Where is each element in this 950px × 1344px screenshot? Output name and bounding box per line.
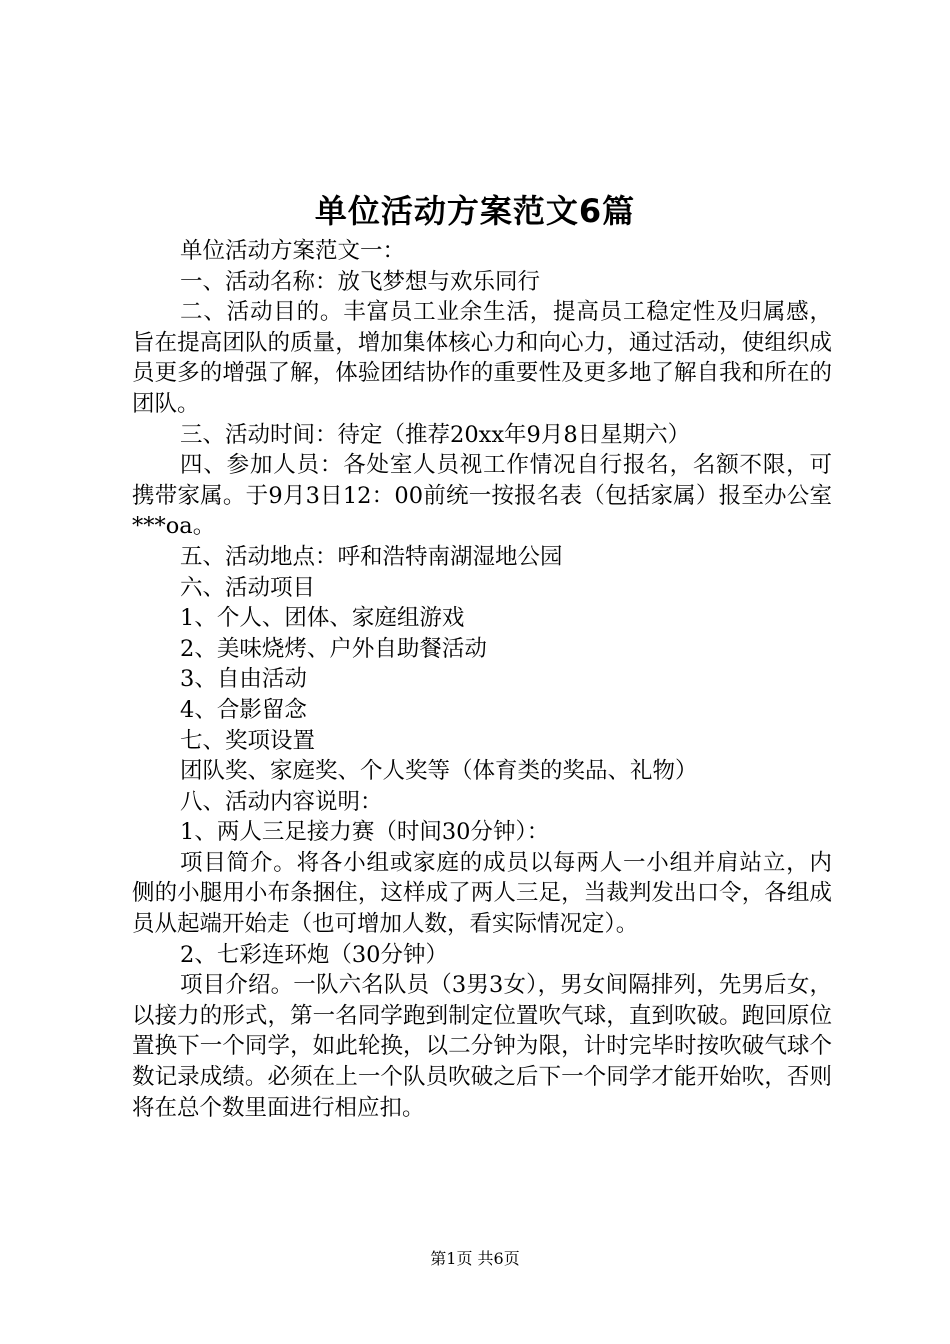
paragraph-award-list: 团队奖、家庭奖、个人奖等（体育类的奖品、礼物） — [180, 758, 698, 785]
paragraph-balloon-intro: 项目介绍。一队六名队员（3男3女），男女间隔排列，先男后女，以接力的形式，第一名同学跑到制定位置吹气球，直到吹破。跑回原位置换下一个同学，如此轮换，以二分钟为限，计时完毕时按吹破气球个数记录成绩。必须在上一个队员吹破之后下一个同学才能开始吹，否则将在总个数里面进行相应扣。 — [132, 972, 832, 1121]
list-item-games: 1、个人、团体、家庭组游戏 — [180, 605, 465, 632]
paragraph-three-legged-race: 1、两人三足接力赛（时间30分钟）： — [180, 819, 550, 846]
paragraph-location: 五、活动地点：呼和浩特南湖湿地公园 — [180, 543, 563, 570]
paragraph-activity-items: 六、活动项目 — [180, 574, 316, 601]
paragraph-content-description: 八、活动内容说明： — [180, 788, 383, 815]
document-title: 单位活动方案范文6篇 — [314, 192, 636, 230]
paragraph-participants: 四、参加人员：各处室人员视工作情况自行报名，名额不限，可携带家属。于9月3日12：00前统一按报名表（包括家属）报至办公室***oa。 — [132, 452, 832, 540]
paragraph-intro: 单位活动方案范文一： — [180, 238, 406, 264]
list-item-group-photo: 4、合影留念 — [180, 696, 307, 723]
paragraph-activity-purpose: 二、活动目的。丰富员工业余生活，提高员工稳定性及归属感，旨在提高团队的质量，增加集体核心力和向心力，通过活动，使组织成员更多的增强了解，体验团结协作的重要性及更多地了解自我和所在的团队。 — [132, 299, 832, 417]
paragraph-race-intro: 项目简介。将各小组或家庭的成员以每两人一小组并肩站立，内侧的小腿用小布条捆住，这样成了两人三足，当裁判发出口令，各组成员从起端开始走（也可增加人数，看实际情况定）。 — [132, 849, 832, 938]
paragraph-balloon-relay: 2、七彩连环炮（30分钟） — [180, 941, 448, 968]
paragraph-activity-time: 三、活动时间：待定（推荐20xx年9月8日星期六） — [180, 421, 691, 448]
list-item-free-activity: 3、自由活动 — [180, 666, 307, 693]
paragraph-awards: 七、奖项设置 — [180, 727, 316, 754]
document-body — [132, 236, 832, 1123]
list-item-bbq: 2、美味烧烤、户外自助餐活动 — [180, 635, 487, 662]
paragraph-activity-name: 一、活动名称：放飞梦想与欢乐同行 — [180, 268, 541, 295]
page-number-footer: 第1页 共6页 — [430, 1249, 520, 1268]
